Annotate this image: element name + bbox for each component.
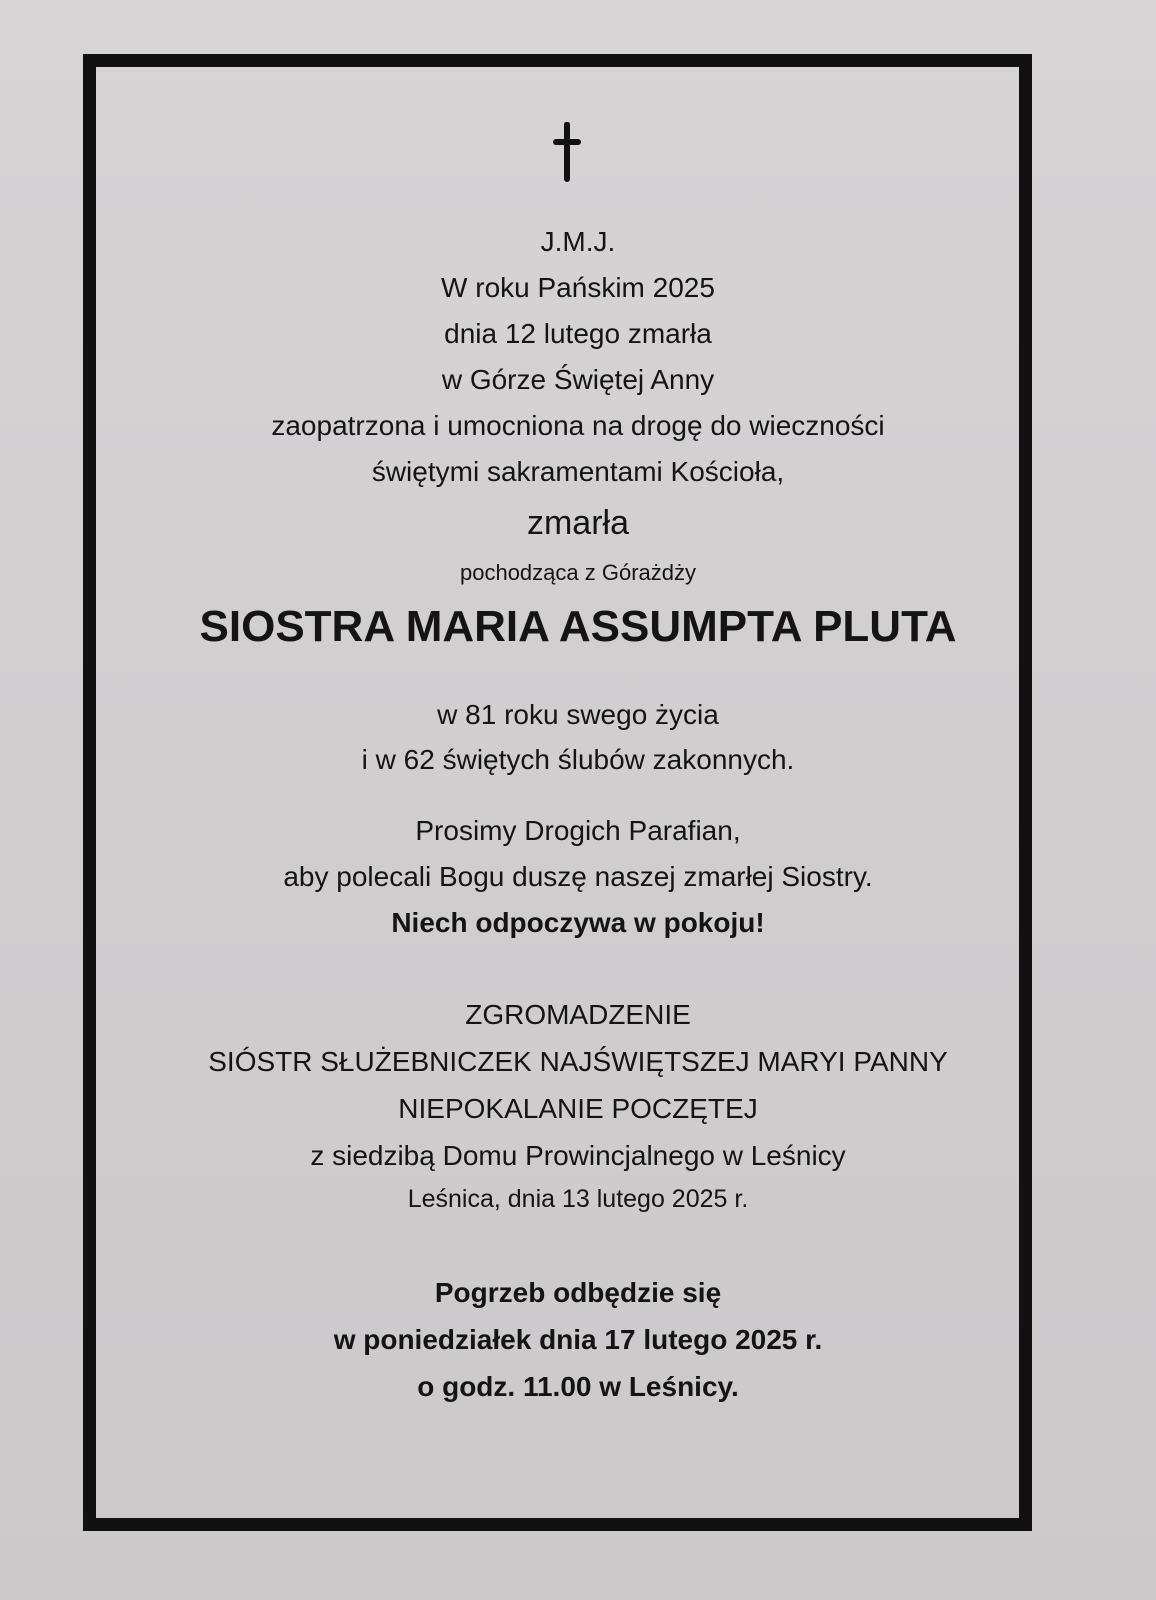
- age-line-vows: i w 62 świętych ślubów zakonnych.: [361, 744, 795, 775]
- congregation-name-line-1: SIÓSTR SŁUŻEBNICZEK NAJŚWIĘTSZEJ MARYI PANNY: [208, 1046, 948, 1077]
- intro-line-sacraments-1: zaopatrzona i umocniona na drogę do wieczności: [271, 410, 885, 441]
- age-line-life: w 81 roku swego życia: [437, 699, 719, 730]
- died-word: zmarła: [526, 504, 630, 542]
- request-line-pray: aby polecali Bogu duszę naszej zmarłej Siostry.: [283, 861, 873, 892]
- intro-line-date: dnia 12 lutego zmarła: [444, 318, 712, 349]
- intro-line-year: W roku Pańskim 2025: [441, 272, 715, 303]
- funeral-line-intro: Pogrzeb odbędzie się: [434, 1277, 722, 1308]
- cross-icon: [553, 122, 581, 182]
- cross-vertical-bar: [564, 122, 570, 182]
- funeral-line-time-place: o godz. 11.00 w Leśnicy.: [417, 1371, 739, 1402]
- jmj-heading: J.M.J.: [540, 226, 616, 257]
- congregation-heading: ZGROMADZENIE: [465, 999, 691, 1030]
- congregation-seat-line: z siedzibą Domu Prowincjalnego w Leśnicy: [310, 1140, 846, 1171]
- intro-line-place: w Górze Świętej Anny: [441, 364, 715, 395]
- rest-in-peace-line: Niech odpoczywa w pokoju!: [391, 907, 765, 938]
- congregation-name-line-2: NIEPOKALANIE POCZĘTEJ: [398, 1093, 758, 1124]
- request-line-parishioners: Prosimy Drogich Parafian,: [415, 815, 741, 846]
- cross-horizontal-bar: [553, 139, 581, 145]
- issue-date-line: Leśnica, dnia 13 lutego 2025 r.: [407, 1185, 749, 1213]
- origin-line: pochodząca z Górażdży: [459, 560, 697, 585]
- intro-line-sacraments-2: świętymi sakramentami Kościoła,: [371, 456, 785, 487]
- deceased-name: SIOSTRA MARIA ASSUMPTA PLUTA: [199, 602, 957, 651]
- funeral-line-date: w poniedziałek dnia 17 lutego 2025 r.: [333, 1324, 823, 1355]
